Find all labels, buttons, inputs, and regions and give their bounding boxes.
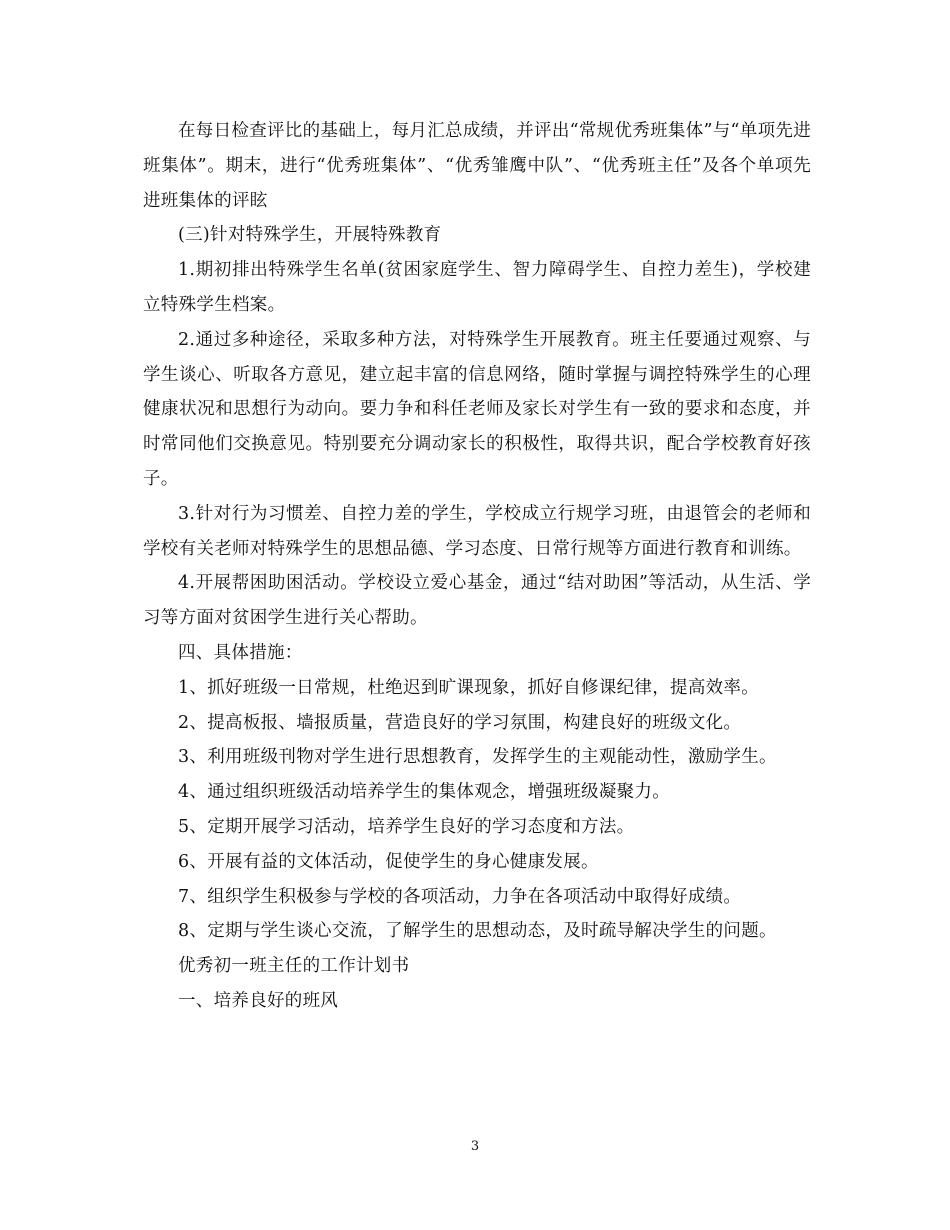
subheading-class-spirit: 一、培养良好的班风 [178, 990, 339, 1011]
measure-item-4: 4、通过组织班级活动培养学生的集体观念，增强班级凝聚力。 [178, 782, 671, 803]
measure-item-3: 3、利用班级刊物对学生进行思想教育，发挥学生的主观能动性，激励学生。 [178, 747, 777, 768]
section-title-work-plan: 优秀初一班主任的工作计划书 [178, 956, 410, 977]
paragraph-item-4: 4.开展帮困助困活动。学校设立爱心基金，通过“结对助困”等活动，从生活、学习等方面对贫困学生进行关心帮助。 [143, 573, 811, 629]
heading-specific-measures: 四、具体措施： [178, 642, 303, 663]
measure-item-5: 5、定期开展学习活动，培养学生良好的学习态度和方法。 [178, 816, 635, 837]
paragraph-item-1: 1.期初排出特殊学生名单(贫困家庭学生、智力障碍学生、自控力差生)，学校建立特殊学生档案。 [143, 260, 811, 315]
heading-special-students: (三)针对特殊学生，开展特殊教育 [178, 225, 442, 246]
measure-item-6: 6、开展有益的文体活动，促使学生的身心健康发展。 [178, 851, 599, 872]
measure-item-7: 7、组织学生积极参与学校的各项活动，力争在各项活动中取得好成绩。 [178, 886, 742, 907]
measure-item-8: 8、定期与学生谈心交流，了解学生的思想动态，及时疏导解决学生的问题。 [178, 921, 777, 942]
measure-item-1: 1、抓好班级一日常规，杜绝迟到旷课现象，抓好自修课纪律，提高效率。 [178, 677, 760, 698]
paragraph-monthly-evaluation: 在每日检查评比的基础上，每月汇总成绩，并评出“常规优秀班集体”与“单项先进班集体”。期末，进行“优秀班集体”、“优秀雏鹰中队”、“优秀班主任”及各个单项先进班集体的评眩 [143, 121, 811, 211]
measure-item-2: 2、提高板报、墙报质量，营造良好的学习氛围，构建良好的班级文化。 [178, 712, 742, 733]
document-body [143, 114, 811, 1019]
paragraph-item-3: 3.针对行为习惯差、自控力差的学生，学校成立行规学习班，由退管会的老师和学校有关老师对特殊学生的思想品德、学习态度、日常行规等方面进行教育和训练。 [143, 503, 811, 559]
paragraph-item-2: 2.通过多种途径，采取多种方法，对特殊学生开展教育。班主任要通过观察、与学生谈心、听取各方意见，建立起丰富的信息网络，随时掌握与调控特殊学生的心理健康状况和思想行为动向。要力争和科任老师及家长对学生有一致的要求和态度，并时常同他们交换意见。特别要充分调动家长的积极性，取得共识，配合学校教育好孩子。 [143, 329, 811, 489]
page-number: 3 [470, 1139, 480, 1154]
